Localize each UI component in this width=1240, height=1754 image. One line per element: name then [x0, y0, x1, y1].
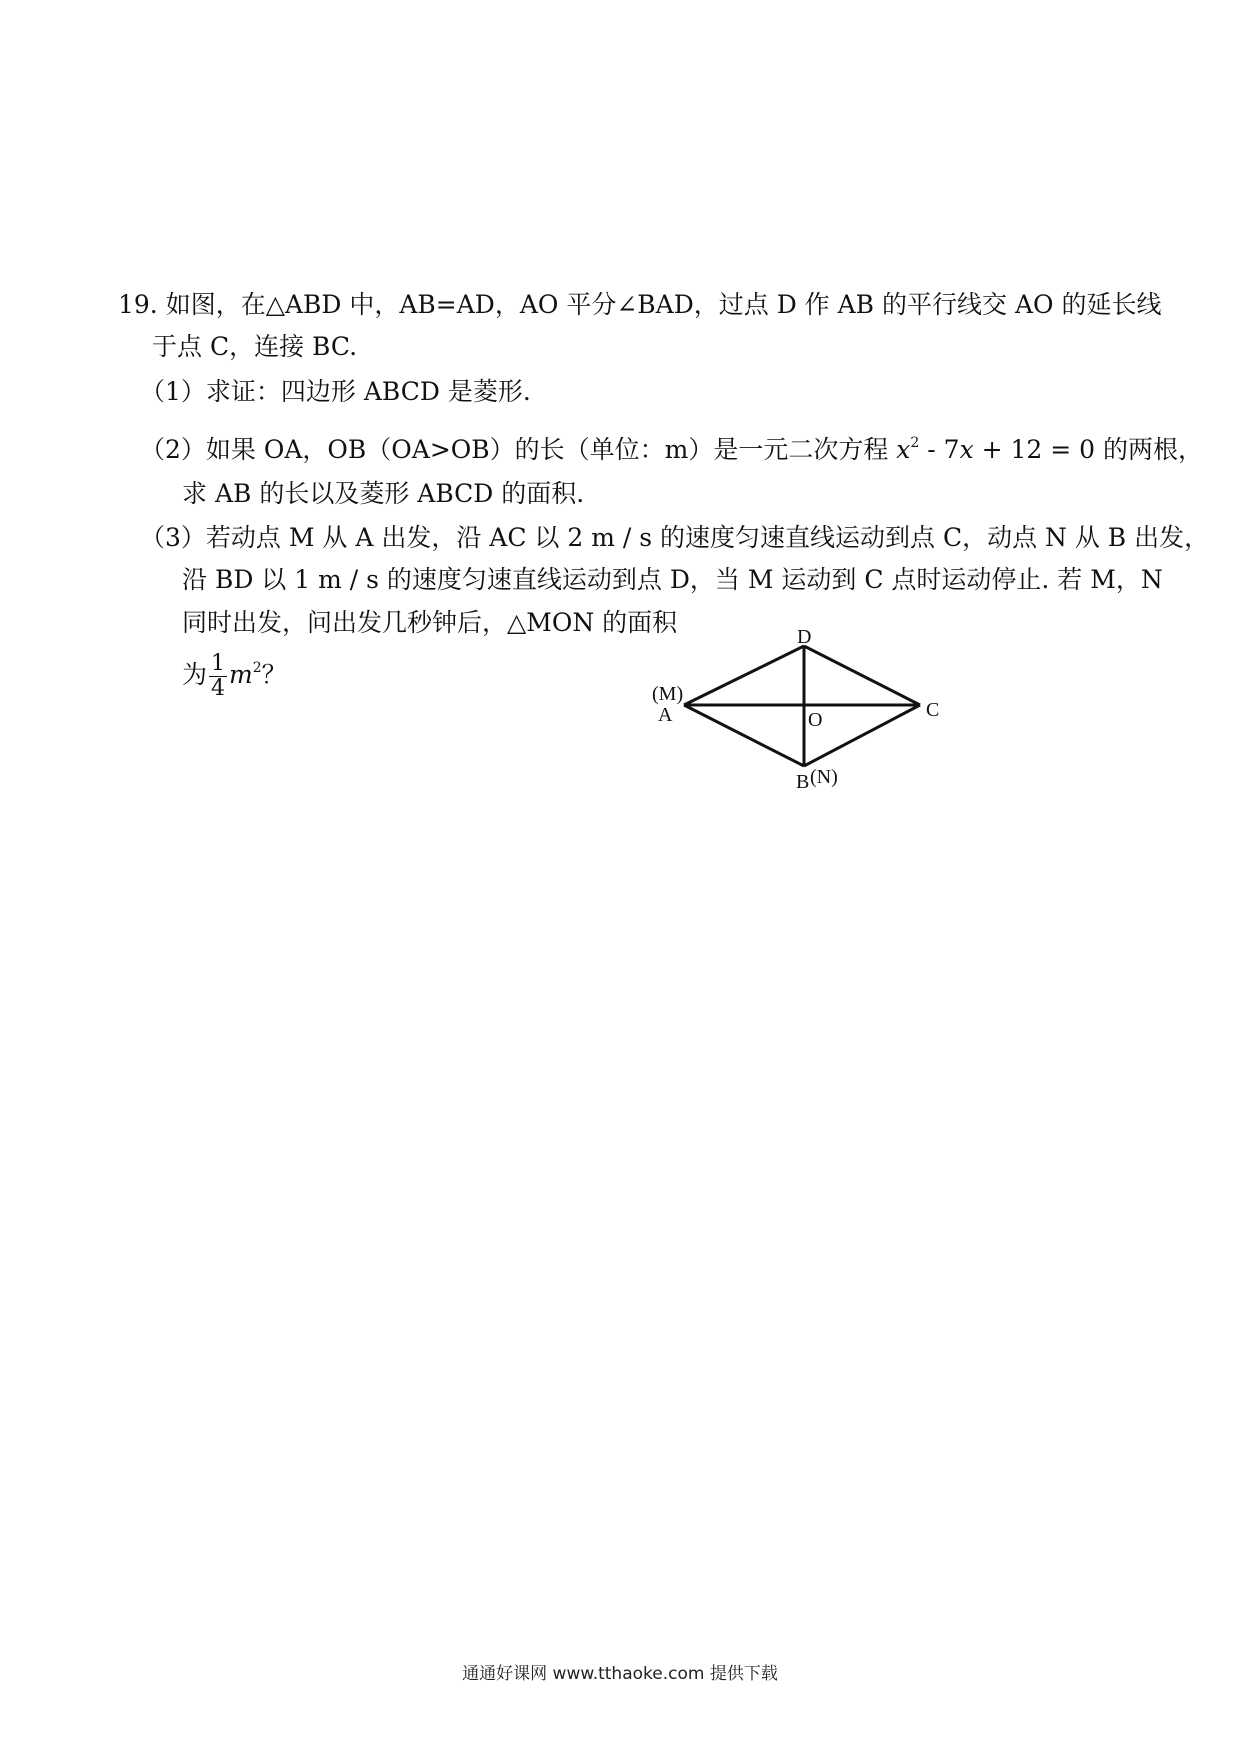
- label-O: O: [808, 709, 823, 731]
- part-3-line4: 为 $\frac{1}{4}$ $m^2$？: [182, 651, 287, 701]
- part-3-line2: 沿 BD 以 1 m / s 的速度匀速直线运动到点 D，当 M 运动到 C 点时运动停止. 若 M，N: [182, 565, 1163, 594]
- part-1: （1）求证：四边形 ABCD 是菱形.: [140, 377, 531, 406]
- part-3-line3: 同时出发，问出发几秒钟后，△MON 的面积: [182, 608, 678, 637]
- problem-stem-line2: 于点 C，连接 BC.: [152, 332, 358, 361]
- label-B: B: [796, 771, 810, 793]
- label-D: D: [797, 626, 812, 648]
- problem-number: 19.: [118, 290, 158, 319]
- segment-DC: [804, 646, 920, 705]
- label-C: C: [926, 699, 940, 721]
- label-M: (M): [652, 683, 684, 705]
- page-footer: 通通好课网 www.tthaoke.com 提供下载: [462, 1664, 778, 1684]
- part-2-tail: 的两根，: [1103, 435, 1204, 464]
- fraction-one-quarter: $\frac{1}{4}$: [211, 651, 226, 701]
- part-3-line1: （3）若动点 M 从 A 出发，沿 AC 以 2 m / s 的速度匀速直线运动到点 C，动点 N 从 B 出发，: [140, 523, 1210, 552]
- segment-BA: [684, 705, 804, 766]
- part-2-text: （2）如果 OA，OB（OA>OB）的长（单位：m）是一元二次方程: [140, 435, 889, 464]
- problem-stem-line1: 如图，在△ABD 中，AB=AD，AO 平分∠BAD，过点 D 作 AB 的平行线交 AO 的延长线: [165, 290, 1162, 319]
- label-N: (N): [810, 766, 838, 788]
- segment-AD: [684, 646, 804, 705]
- quadratic-equation: $x^2 - 7x + 12 = 0$: [896, 435, 1096, 464]
- part-2-line2: 求 AB 的长以及菱形 ABCD 的面积.: [182, 479, 585, 508]
- label-A: A: [658, 704, 673, 726]
